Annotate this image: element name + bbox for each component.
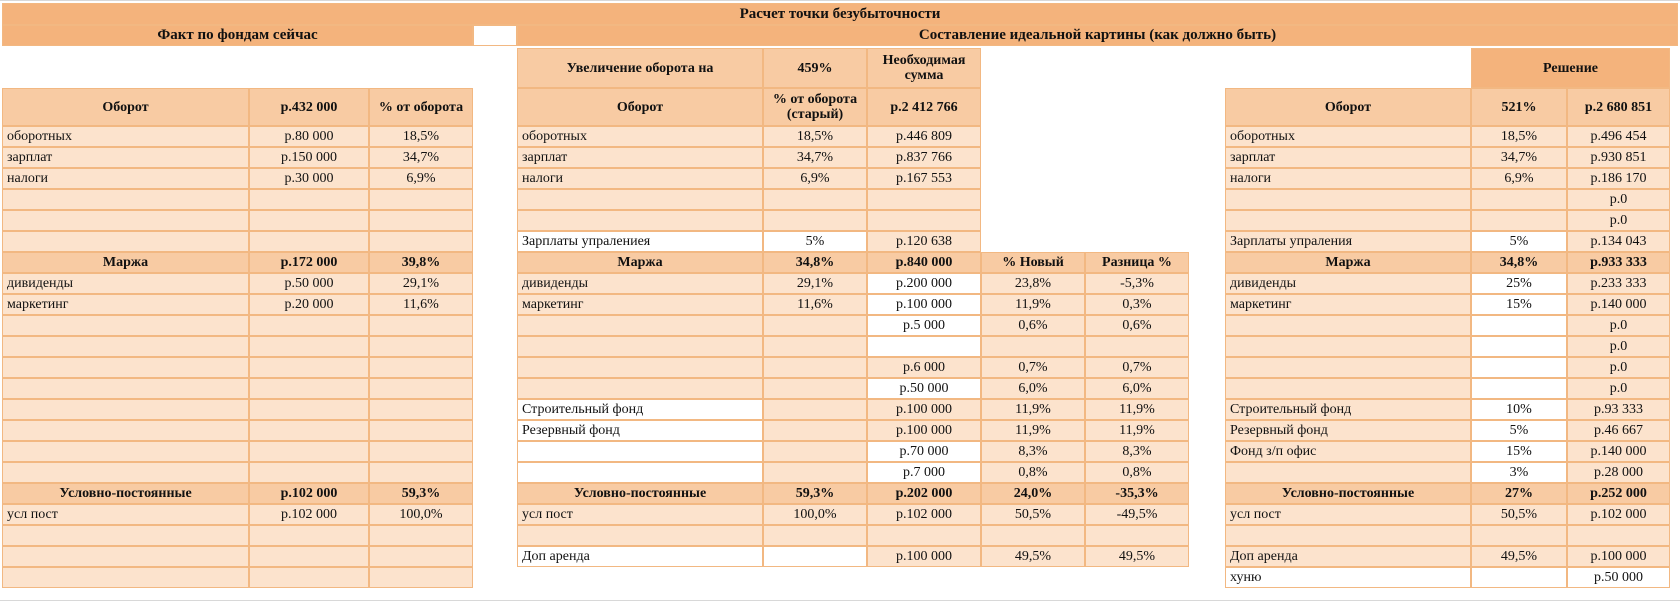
right-row-value[interactable]: р.0 [1567,210,1670,231]
right-row-label[interactable] [1225,210,1471,231]
right-row2-value[interactable]: р.0 [1567,336,1670,357]
mid-row-label[interactable]: зарплат [517,147,763,168]
left-up-value[interactable]: р.102 000 [249,483,369,504]
mid-row2-diff[interactable]: -5,3% [1085,273,1189,294]
right-oborot-label[interactable]: Оборот [1225,88,1471,126]
left-row-pct[interactable]: 6,9% [369,168,473,189]
left-row-label[interactable]: оборотных [2,126,249,147]
empty-cell[interactable] [2,462,249,483]
empty-cell[interactable] [1471,525,1567,546]
mid-row2-label[interactable]: Строительный фонд [517,399,763,420]
empty-cell[interactable] [249,546,369,567]
left-pct-header[interactable]: % от оборота [369,88,473,126]
left-usl-value[interactable]: р.102 000 [249,504,369,525]
mid-oborot-label[interactable]: Оборот [517,88,763,126]
right-row2-pct[interactable]: 3% [1471,462,1567,483]
right-row2-label[interactable] [1225,462,1471,483]
right-row-label[interactable] [1225,189,1471,210]
mid-needed-label[interactable]: Необходимая сумма [867,48,981,88]
left-up-label[interactable]: Условно-постоянные [2,483,249,504]
empty-cell[interactable] [249,441,369,462]
mid-diff-header[interactable]: Разница % [1085,252,1189,273]
mid-row2-value[interactable]: р.5 000 [867,315,981,336]
right-rent-pct[interactable]: 49,5% [1471,546,1567,567]
mid-row2-diff[interactable]: 0,8% [1085,462,1189,483]
left-row-label[interactable]: зарплат [2,147,249,168]
right-row2-label[interactable]: Строительный фонд [1225,399,1471,420]
right-solution-header[interactable]: Решение [1471,48,1670,88]
left-section-header[interactable]: Факт по фондам сейчас [2,25,473,46]
empty-cell[interactable] [2,231,249,252]
right-last-label[interactable]: хуню [1225,567,1471,588]
right-row-value[interactable]: р.0 [1567,189,1670,210]
mid-usl-new[interactable]: 50,5% [981,504,1085,525]
empty-cell[interactable] [2,189,249,210]
mid-rent-label[interactable]: Доп аренда [517,546,763,567]
right-row2-pct[interactable] [1471,357,1567,378]
mid-usl-value[interactable]: р.102 000 [867,504,981,525]
empty-cell[interactable] [2,441,249,462]
empty-cell[interactable] [1225,525,1471,546]
right-row-pct[interactable]: 6,9% [1471,168,1567,189]
empty-cell[interactable] [369,567,473,588]
right-row2-label[interactable] [1225,378,1471,399]
mid-row2-diff[interactable] [1085,336,1189,357]
mid-row2-pct[interactable]: 11,6% [763,294,867,315]
empty-cell[interactable] [369,378,473,399]
mid-row2-new[interactable]: 0,6% [981,315,1085,336]
empty-cell[interactable] [249,357,369,378]
empty-cell[interactable] [867,210,981,231]
right-row2-pct[interactable] [1471,315,1567,336]
right-oborot-pct[interactable]: 521% [1471,88,1567,126]
right-row2-pct[interactable]: 15% [1471,441,1567,462]
right-row2-pct[interactable]: 10% [1471,399,1567,420]
sheet-title[interactable]: Расчет точки безубыточности [2,3,1678,25]
right-mgmt-label[interactable]: Зарплаты упраления [1225,231,1471,252]
mid-row2-pct[interactable] [763,315,867,336]
empty-cell[interactable] [763,525,867,546]
right-row2-value[interactable]: р.140 000 [1567,294,1670,315]
mid-row2-value[interactable]: р.7 000 [867,462,981,483]
mid-row2-value[interactable]: р.50 000 [867,378,981,399]
empty-cell[interactable] [473,25,517,46]
right-row-pct[interactable] [1471,210,1567,231]
right-row2-value[interactable]: р.140 000 [1567,441,1670,462]
right-mgmt-pct[interactable]: 5% [1471,231,1567,252]
right-oborot-value[interactable]: р.2 680 851 [1567,88,1670,126]
empty-cell[interactable] [981,525,1085,546]
right-row-label[interactable]: зарплат [1225,147,1471,168]
mid-usl-pct[interactable]: 100,0% [763,504,867,525]
mid-row2-label[interactable] [517,336,763,357]
mid-row2-diff[interactable]: 8,3% [1085,441,1189,462]
mid-row-pct[interactable]: 34,7% [763,147,867,168]
empty-cell[interactable] [1085,525,1189,546]
mid-row2-new[interactable]: 11,9% [981,294,1085,315]
right-row-pct[interactable] [1471,189,1567,210]
mid-rent-value[interactable]: р.100 000 [867,546,981,567]
empty-cell[interactable] [369,189,473,210]
mid-row2-new[interactable] [981,336,1085,357]
right-row2-value[interactable]: р.0 [1567,357,1670,378]
empty-cell[interactable] [369,525,473,546]
mid-usl-label[interactable]: усл пост [517,504,763,525]
mid-row2-new[interactable]: 0,7% [981,357,1085,378]
right-row-label[interactable]: налоги [1225,168,1471,189]
right-last-value[interactable]: р.50 000 [1567,567,1670,588]
mid-row2-value[interactable]: р.70 000 [867,441,981,462]
right-marzha-value[interactable]: р.933 333 [1567,252,1670,273]
right-row2-label[interactable]: Фонд з/п офис [1225,441,1471,462]
mid-row2-new[interactable]: 11,9% [981,399,1085,420]
empty-cell[interactable] [2,567,249,588]
mid-up-new[interactable]: 24,0% [981,483,1085,504]
empty-cell[interactable] [369,420,473,441]
empty-cell[interactable] [763,210,867,231]
empty-cell[interactable] [2,315,249,336]
empty-cell[interactable] [249,462,369,483]
mid-rent-diff[interactable]: 49,5% [1085,546,1189,567]
empty-cell[interactable] [1471,567,1567,588]
mid-section-header[interactable]: Составление идеальной картины (как должно быть) [517,25,1678,46]
mid-row2-value[interactable]: р.6 000 [867,357,981,378]
mid-row2-label[interactable] [517,441,763,462]
empty-cell[interactable] [249,189,369,210]
right-usl-value[interactable]: р.102 000 [1567,504,1670,525]
mid-row2-pct[interactable] [763,462,867,483]
mid-row2-pct[interactable] [763,336,867,357]
left-marzha-pct[interactable]: 39,8% [369,252,473,273]
empty-cell[interactable] [369,462,473,483]
left-usl-label[interactable]: усл пост [2,504,249,525]
mid-row2-value[interactable]: р.100 000 [867,399,981,420]
mid-old-pct-label[interactable]: % от оборота (старый) [763,88,867,126]
mid-row2-diff[interactable]: 0,7% [1085,357,1189,378]
right-rent-value[interactable]: р.100 000 [1567,546,1670,567]
right-row2-value[interactable]: р.46 667 [1567,420,1670,441]
left-row-label[interactable]: налоги [2,168,249,189]
empty-cell[interactable] [867,189,981,210]
left-row-pct[interactable]: 29,1% [369,273,473,294]
mid-marzha-pct[interactable]: 34,8% [763,252,867,273]
mid-row2-new[interactable]: 11,9% [981,420,1085,441]
mid-row-label[interactable]: налоги [517,168,763,189]
right-row-pct[interactable]: 18,5% [1471,126,1567,147]
empty-cell[interactable] [369,399,473,420]
right-mgmt-value[interactable]: р.134 043 [1567,231,1670,252]
left-oborot-value[interactable]: р.432 000 [249,88,369,126]
left-marzha-label[interactable]: Маржа [2,252,249,273]
empty-cell[interactable] [249,567,369,588]
empty-cell[interactable] [249,210,369,231]
right-marzha-pct[interactable]: 34,8% [1471,252,1567,273]
right-row2-value[interactable]: р.93 333 [1567,399,1670,420]
empty-cell[interactable] [867,525,981,546]
mid-row2-pct[interactable] [763,399,867,420]
right-row2-pct[interactable]: 25% [1471,273,1567,294]
left-oborot-label[interactable]: Оборот [2,88,249,126]
empty-cell[interactable] [249,420,369,441]
right-row2-value[interactable]: р.233 333 [1567,273,1670,294]
mid-row-label[interactable]: оборотных [517,126,763,147]
left-row-value[interactable]: р.80 000 [249,126,369,147]
mid-row2-new[interactable]: 8,3% [981,441,1085,462]
right-row2-label[interactable] [1225,315,1471,336]
mid-row2-pct[interactable]: 29,1% [763,273,867,294]
mid-row2-label[interactable]: Резервный фонд [517,420,763,441]
mid-row2-diff[interactable]: 11,9% [1085,399,1189,420]
mid-new-pct-header[interactable]: % Новый [981,252,1085,273]
right-row2-value[interactable]: р.0 [1567,315,1670,336]
mid-row2-label[interactable] [517,378,763,399]
right-row2-label[interactable]: маркетинг [1225,294,1471,315]
mid-row2-pct[interactable] [763,441,867,462]
empty-cell[interactable] [369,231,473,252]
mid-increase-pct[interactable]: 459% [763,48,867,88]
right-row2-value[interactable]: р.28 000 [1567,462,1670,483]
mid-row-pct[interactable]: 18,5% [763,126,867,147]
empty-cell[interactable] [2,420,249,441]
mid-row2-value[interactable] [867,336,981,357]
empty-cell[interactable] [2,210,249,231]
left-row-pct[interactable]: 11,6% [369,294,473,315]
mid-up-diff[interactable]: -35,3% [1085,483,1189,504]
empty-cell[interactable] [369,441,473,462]
mid-increase-label[interactable]: Увеличение оборота на [517,48,763,88]
mid-oborot-value[interactable]: р.2 412 766 [867,88,981,126]
right-row-value[interactable]: р.186 170 [1567,168,1670,189]
right-row2-value[interactable]: р.0 [1567,378,1670,399]
right-row2-pct[interactable]: 15% [1471,294,1567,315]
empty-cell[interactable] [249,525,369,546]
mid-row2-label[interactable]: дивиденды [517,273,763,294]
right-row2-pct[interactable] [1471,336,1567,357]
empty-cell[interactable] [517,189,763,210]
empty-cell[interactable] [249,315,369,336]
left-marzha-value[interactable]: р.172 000 [249,252,369,273]
right-row-pct[interactable]: 34,7% [1471,147,1567,168]
empty-cell[interactable] [2,525,249,546]
mid-row-value[interactable]: р.167 553 [867,168,981,189]
right-row2-label[interactable]: Резервный фонд [1225,420,1471,441]
empty-cell[interactable] [517,525,763,546]
mid-row2-pct[interactable] [763,357,867,378]
empty-cell[interactable] [763,546,867,567]
empty-cell[interactable] [369,315,473,336]
left-row-value[interactable]: р.20 000 [249,294,369,315]
empty-cell[interactable] [369,336,473,357]
empty-cell[interactable] [369,210,473,231]
right-row2-pct[interactable] [1471,378,1567,399]
empty-cell[interactable] [249,336,369,357]
left-up-pct[interactable]: 59,3% [369,483,473,504]
mid-row2-diff[interactable]: 0,3% [1085,294,1189,315]
right-row-value[interactable]: р.930 851 [1567,147,1670,168]
empty-cell[interactable] [763,189,867,210]
empty-cell[interactable] [517,210,763,231]
mid-row2-label[interactable]: маркетинг [517,294,763,315]
empty-cell[interactable] [249,399,369,420]
mid-row2-diff[interactable]: 11,9% [1085,420,1189,441]
left-row-value[interactable]: р.30 000 [249,168,369,189]
right-row2-label[interactable]: дивиденды [1225,273,1471,294]
mid-row2-label[interactable] [517,357,763,378]
mid-row2-label[interactable] [517,462,763,483]
mid-row2-new[interactable]: 0,8% [981,462,1085,483]
empty-cell[interactable] [249,231,369,252]
empty-cell[interactable] [2,357,249,378]
left-row-value[interactable]: р.150 000 [249,147,369,168]
right-row-label[interactable]: оборотных [1225,126,1471,147]
mid-row2-label[interactable] [517,315,763,336]
mid-up-label[interactable]: Условно-постоянные [517,483,763,504]
mid-row2-value[interactable]: р.200 000 [867,273,981,294]
mid-row2-pct[interactable] [763,420,867,441]
mid-row-pct[interactable]: 6,9% [763,168,867,189]
mid-up-value[interactable]: р.202 000 [867,483,981,504]
mid-row-value[interactable]: р.837 766 [867,147,981,168]
empty-cell[interactable] [369,357,473,378]
mid-marzha-value[interactable]: р.840 000 [867,252,981,273]
right-row-value[interactable]: р.496 454 [1567,126,1670,147]
empty-cell[interactable] [369,546,473,567]
empty-cell[interactable] [1567,525,1670,546]
mid-row2-new[interactable]: 23,8% [981,273,1085,294]
mid-rent-new[interactable]: 49,5% [981,546,1085,567]
empty-cell[interactable] [2,336,249,357]
left-row-label[interactable]: маркетинг [2,294,249,315]
empty-cell[interactable] [2,399,249,420]
mid-row2-value[interactable]: р.100 000 [867,294,981,315]
mid-up-pct[interactable]: 59,3% [763,483,867,504]
left-row-pct[interactable]: 18,5% [369,126,473,147]
mid-mgmt-value[interactable]: р.120 638 [867,231,981,252]
mid-mgmt-pct[interactable]: 5% [763,231,867,252]
empty-cell[interactable] [2,546,249,567]
left-row-value[interactable]: р.50 000 [249,273,369,294]
right-row2-label[interactable] [1225,336,1471,357]
empty-cell[interactable] [2,378,249,399]
mid-row2-value[interactable]: р.100 000 [867,420,981,441]
right-row2-label[interactable] [1225,357,1471,378]
mid-usl-diff[interactable]: -49,5% [1085,504,1189,525]
right-usl-pct[interactable]: 50,5% [1471,504,1567,525]
mid-row2-diff[interactable]: 0,6% [1085,315,1189,336]
mid-row-value[interactable]: р.446 809 [867,126,981,147]
right-rent-label[interactable]: Доп аренда [1225,546,1471,567]
right-up-pct[interactable]: 27% [1471,483,1567,504]
mid-row2-new[interactable]: 6,0% [981,378,1085,399]
right-up-label[interactable]: Условно-постоянные [1225,483,1471,504]
left-row-label[interactable]: дивиденды [2,273,249,294]
mid-mgmt-label[interactable]: Зарплаты упралениея [517,231,763,252]
right-usl-label[interactable]: усл пост [1225,504,1471,525]
right-row2-pct[interactable]: 5% [1471,420,1567,441]
empty-cell[interactable] [249,378,369,399]
right-up-value[interactable]: р.252 000 [1567,483,1670,504]
mid-row2-diff[interactable]: 6,0% [1085,378,1189,399]
mid-marzha-label[interactable]: Маржа [517,252,763,273]
right-marzha-label[interactable]: Маржа [1225,252,1471,273]
left-usl-pct[interactable]: 100,0% [369,504,473,525]
left-row-pct[interactable]: 34,7% [369,147,473,168]
mid-row2-pct[interactable] [763,378,867,399]
